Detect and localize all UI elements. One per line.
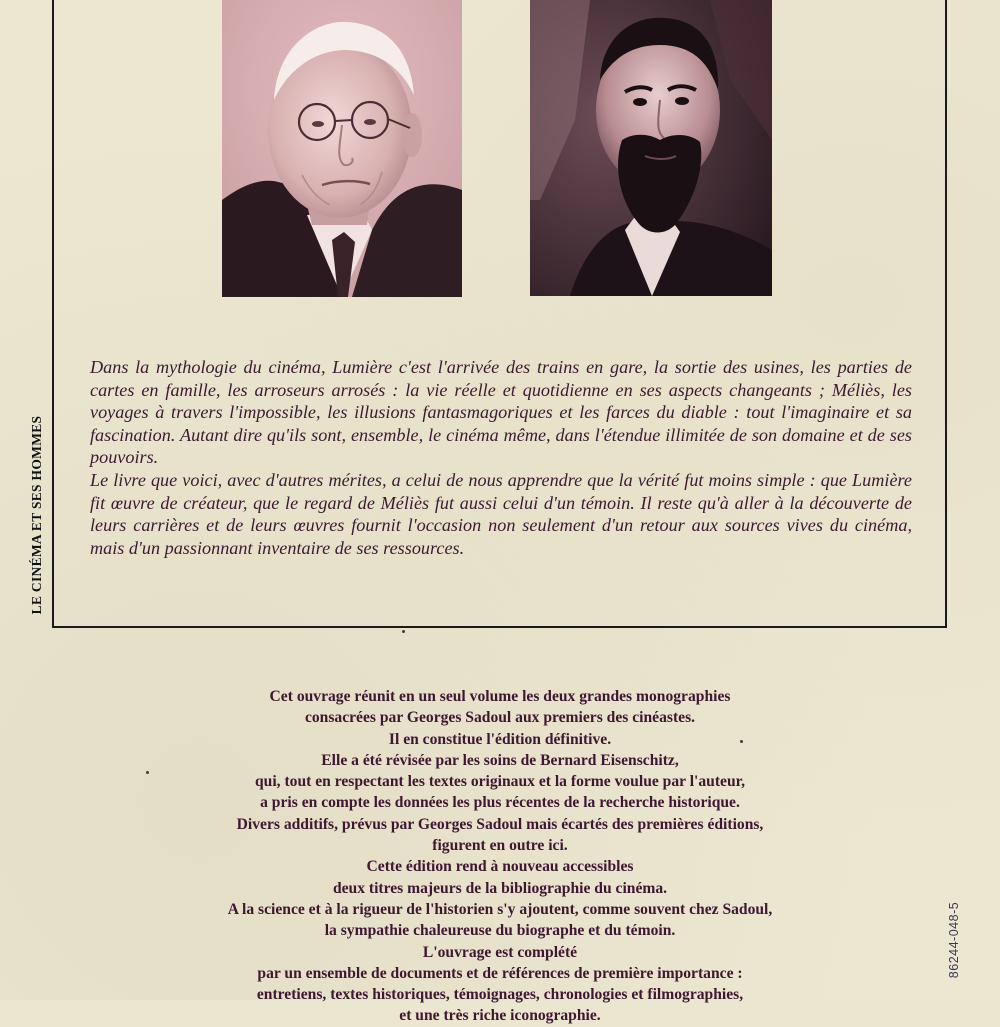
description-line: et une très riche iconographie.: [399, 1007, 601, 1025]
intro-paragraph: Le livre que voici, avec d'autres mérites, a celui de nous apprendre que la vérité fut moins simple : que Lumière fit œuvre de créateur, que le regard de Méliès fut aussi celui d'un témoin. Il reste qu'à aller à la découverte de leurs carrières et de leurs œuvres fournit l'occasion non seulement d'un retour aux sources vives du cinéma, mais d'un passionnant inventaire de ses ressources.: [90, 469, 912, 558]
series-spine-title: [22, 390, 52, 640]
description-line: figurent en outre ici.: [432, 837, 568, 855]
description-line: Divers additifs, prévus par Georges Sadoul mais écartés des premières éditions,: [236, 815, 764, 833]
description-line: qui, tout en respectant les textes originaux et la forme voulue par l'auteur,: [254, 773, 745, 791]
description-line: a pris en compte les données les plus récentes de la recherche historique.: [260, 794, 740, 812]
description-line: A la science et à la rigueur de l'historien s'y ajoutent, comme souvent chez Sadoul,: [227, 900, 773, 918]
description-line: Elle a été révisée par les soins de Bernard Eisenschitz,: [321, 751, 679, 769]
intro-paragraph: Dans la mythologie du cinéma, Lumière c'est l'arrivée des trains en gare, la sortie des usines, les parties de cartes en famille, les arroseurs arrosés : la vie réelle et quotidienne en ses aspects changeants ; Méliès, les voyages à travers l'impossible, les illusions fantasmagoriques et les farces du diable : tout l'imaginaire et sa fascination. Autant dire qu'ils sont, ensemble, le cinéma même, dans l'étendue illimitée de son domaine et de ses pouvoirs.: [90, 357, 912, 468]
description-line: par un ensemble de documents et de références de première importance :: [257, 964, 743, 982]
isbn-text: 86244-048-5: [947, 901, 961, 979]
series-title-text: LE CINÉMA ET SES HOMMES: [29, 415, 44, 615]
isbn-label: [944, 880, 964, 1000]
description-line: deux titres majeurs de la bibliographie du cinéma.: [332, 879, 668, 897]
description-line: Cette édition rend à nouveau accessibles: [366, 858, 634, 876]
description-line: la sympathie chaleureuse du biographe et du témoin.: [324, 922, 676, 940]
description-line: L'ouvrage est complété: [422, 943, 578, 961]
description-line: Cet ouvrage réunit en un seul volume les deux grandes monographies: [269, 688, 731, 705]
description-block: [140, 686, 860, 1027]
description-line: Il en constitue l'édition définitive.: [388, 730, 612, 748]
print-speck: [402, 630, 405, 633]
description-line: entretiens, textes historiques, témoignages, chronologies et filmographies,: [256, 986, 744, 1004]
description-line: consacrées par Georges Sadoul aux premiers des cinéastes.: [304, 709, 696, 727]
intro-text-block: [90, 356, 912, 559]
